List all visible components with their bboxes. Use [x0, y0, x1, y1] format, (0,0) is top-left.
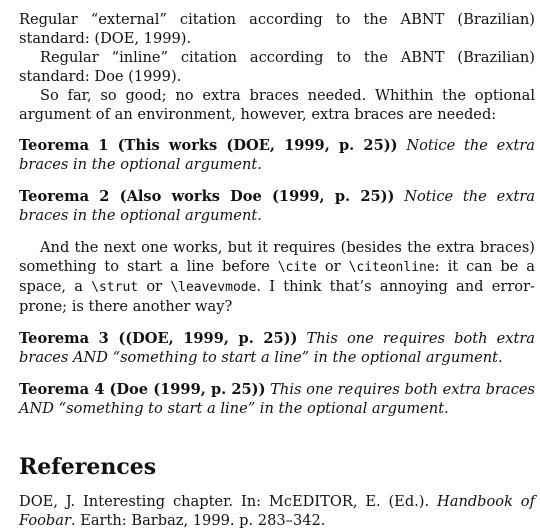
reference-book-title: Handbook of Foobar	[19, 493, 535, 529]
citeonline-command: \citeonline	[348, 260, 435, 275]
paragraph-text: or	[138, 278, 171, 295]
theorem-2-head: Teorema 2 (Also works Doe (1999, p. 25))	[19, 188, 395, 205]
cite-command: \cite	[277, 260, 317, 275]
theorem-2	[19, 187, 535, 225]
paragraph-external-citation: Regular “external” citation according to the ABNT (Brazilian) standard: (DOE, 1999).	[19, 11, 535, 47]
paragraph-so-far-so-good: So far, so good; no extra braces needed. Whithin the optional argument of an environment, however, extra braces are needed:	[19, 87, 535, 123]
theorem-1-body: Notice the extra braces in the optional argument.	[19, 137, 536, 173]
document-page	[19, 10, 535, 530]
paragraph-text: or	[316, 258, 349, 275]
references-heading: References	[19, 454, 157, 480]
reference-suffix: . Earth: Barbaz, 1999. p. 283–342.	[70, 512, 326, 529]
theorem-3-head: Teorema 3 ((DOE, 1999, p. 25))	[19, 330, 298, 347]
paragraph-next-one-works	[19, 238, 535, 316]
theorem-1-head: Teorema 1 (This works (DOE, 1999, p. 25))	[19, 137, 398, 154]
paragraph-text: : it can be a space, a	[19, 258, 535, 295]
reference-prefix: DOE, J. Interesting chapter. In: McEDITOR, E. (Ed.).	[19, 493, 438, 510]
paragraph-text: . I think that’s annoying and error-prone; is there another way?	[19, 278, 535, 315]
theorem-4-head: Teorema 4 (Doe (1999, p. 25))	[19, 381, 266, 398]
theorem-4	[19, 380, 535, 418]
strut-command: \strut	[91, 280, 139, 295]
paragraph-inline-citation: Regular “inline” citation according to the ABNT (Brazilian) standard: Doe (1999).	[19, 49, 535, 85]
leavevmode-command: \leavevmode	[170, 280, 257, 295]
theorem-2-body: Notice the extra braces in the optional argument.	[19, 188, 536, 224]
theorem-1	[19, 136, 535, 174]
theorem-4-body: This one requires both extra braces AND “something to start a line” in the optional argument.	[19, 381, 535, 417]
theorem-3-body: This one requires both extra braces AND “something to start a line” in the optional argument.	[19, 330, 535, 366]
paragraph-text: And the next one works, but it requires (besides the extra braces) something to start a line before	[19, 239, 535, 275]
theorem-3	[19, 329, 535, 367]
